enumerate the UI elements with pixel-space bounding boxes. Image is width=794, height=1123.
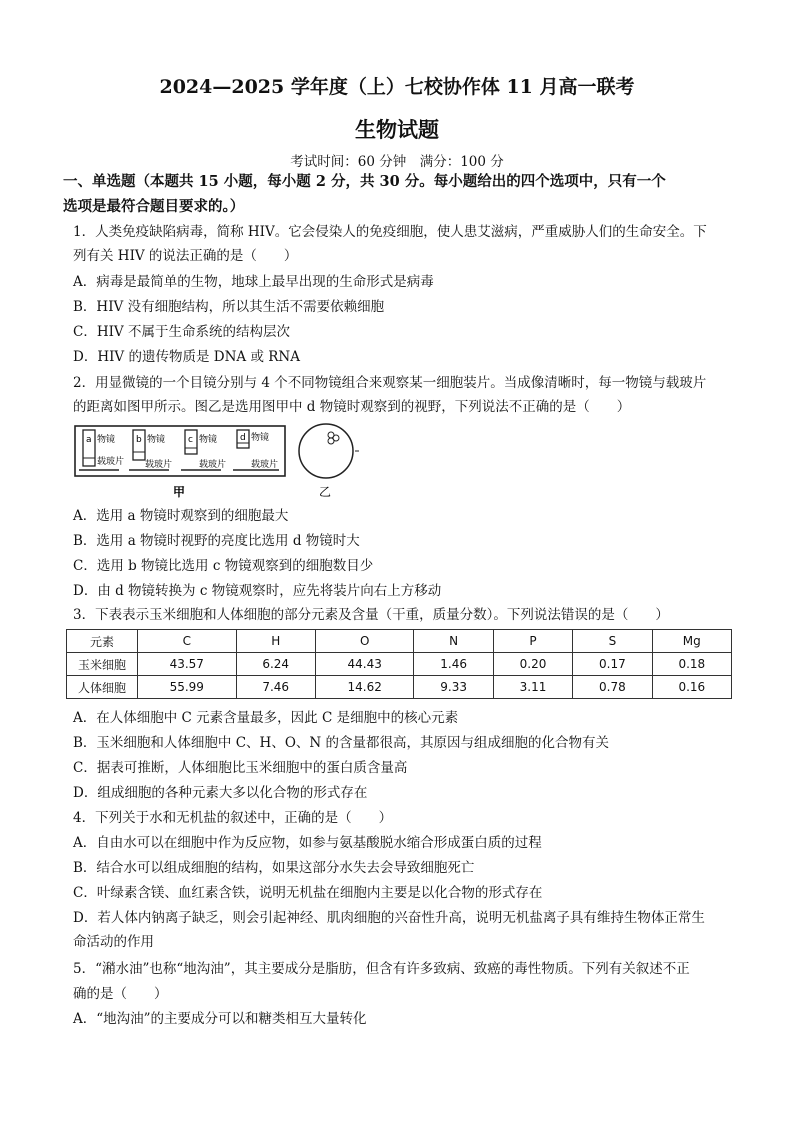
objective-label-b: 物镜 [147,435,166,445]
q4-option-d-line-1: D．若人体内钠离子缺乏，则会引起神经、肌肉细胞的兴奋性升高，说明无机盐离子具有维持生物体正常生 [73,910,705,926]
lens-label-d: d [240,433,246,443]
q2-option-a: A．选用 a 物镜时观察到的细胞最大 [73,508,289,524]
caption-jia: 甲 [173,485,186,499]
table-cell: 43.57 [138,653,237,676]
q1-option-c: C．HIV 不属于生命系统的结构层次 [73,324,290,340]
table-header-cell: O [315,630,414,653]
q1-option-d: D．HIV 的遗传物质是 DNA 或 RNA [73,349,300,365]
objective-label-c: 物镜 [199,435,218,445]
table-cell: 6.24 [236,653,315,676]
caption-yi: 乙 [319,485,332,499]
table-header-cell: Mg [652,630,731,653]
section-heading-line-2: 选项是最符合题目要求的。） [63,198,245,215]
table-header-cell: N [414,630,493,653]
q2-option-c: C．选用 b 物镜比选用 c 物镜观察到的细胞数目少 [73,558,374,574]
field-of-view [299,424,359,478]
q1-stem-line-1: 1．人类免疫缺陷病毒，简称 HIV。它会侵染人的免疫细胞，使人患艾滋病，严重威胁人们的生命安全。下 [73,224,707,240]
q4-option-d-line-2: 命活动的作用 [73,934,154,950]
table-header-cell: P [493,630,572,653]
section-heading [63,169,731,219]
objective-lens-b [129,430,172,470]
table-cell: 1.46 [414,653,493,676]
section-heading-line-1: 一、单选题（本题共 15 小题，每小题 2 分，共 30 分。每小题给出的四个选项中，只有一个 [63,173,666,190]
table-header-cell: 元素 [67,630,138,653]
objective-label-d: 物镜 [251,433,270,443]
exam-title: 2024—2025 学年度（上）七校协作体 11 月高一联考 [159,76,635,98]
q4-option-b: B．结合水可以组成细胞的结构，如果这部分水失去会导致细胞死亡 [73,860,475,876]
table-cell: 55.99 [138,676,237,699]
q2-option-d: D．由 d 物镜转换为 c 物镜观察时，应先将装片向右上方移动 [73,583,442,599]
q1-option-a: A．病毒是最简单的生物，地球上最早出现的生命形式是病毒 [73,274,434,290]
objective-label-a: 物镜 [97,435,116,445]
q2-stem-line-1: 2．用显微镜的一个目镜分别与 4 个不同物镜组合来观察某一细胞装片。当成像清晰时，每一物镜与载玻片 [73,375,707,391]
lens-label-c: c [188,435,193,445]
table-cell: 3.11 [493,676,572,699]
q1-stem-line-2: 列有关 HIV 的说法正确的是（ ） [73,248,298,264]
lens-label-b: b [136,435,142,445]
table-cell: 0.18 [652,653,731,676]
table-cell: 44.43 [315,653,414,676]
q3-stem: 3．下表表示玉米细胞和人体细胞的部分元素及含量（干重，质量分数）。下列说法错误的是（ ） [73,607,669,623]
table-cell: 7.46 [236,676,315,699]
table-header-cell: H [236,630,315,653]
q3-option-a: A．在人体细胞中 C 元素含量最多，因此 C 是细胞中的核心元素 [73,710,459,726]
table-header-row [67,630,732,653]
q2-option-b: B．选用 a 物镜时视野的亮度比选用 d 物镜时大 [73,533,360,549]
table-cell: 0.17 [573,653,652,676]
table-cell: 0.16 [652,676,731,699]
exam-info: 考试时间：60 分钟 满分：100 分 [290,154,504,170]
table-row [67,653,732,676]
q2-stem-line-2: 的距离如图甲所示。图乙是选用图甲中 d 物镜时观察到的视野，下列说法不正确的是（ ） [73,399,631,415]
table-cell: 0.20 [493,653,572,676]
table-cell: 0.78 [573,676,652,699]
element-table [66,629,732,699]
slide-label-a: 载玻片 [97,457,125,467]
table-cell: 14.62 [315,676,414,699]
table-cell: 玉米细胞 [67,653,138,676]
q5-stem-line-1: 5．“潲水油”也称“地沟油”，其主要成分是脂肪，但含有许多致病、致癌的毒性物质。下列有关叙述不正 [73,961,690,977]
table-row [67,676,732,699]
q3-option-d: D．组成细胞的各种元素大多以化合物的形式存在 [73,785,368,801]
lens-label-a: a [86,435,92,445]
exam-subtitle: 生物试题 [355,117,439,142]
q5-option-a: A．“地沟油”的主要成分可以和糖类相互大量转化 [73,1011,367,1027]
q5-stem-line-2: 确的是（ ） [73,986,168,1002]
objective-lens-a [79,430,124,470]
table-header-cell: C [138,630,237,653]
q4-stem: 4．下列关于水和无机盐的叙述中，正确的是（ ） [73,810,393,826]
table-header-cell: S [573,630,652,653]
objective-lens-c [181,430,226,470]
slide-label-b: 载玻片 [145,460,173,470]
table-cell: 人体细胞 [67,676,138,699]
slide-label-c: 载玻片 [199,460,227,470]
q3-option-c: C．据表可推断，人体细胞比玉米细胞中的蛋白质含量高 [73,760,408,776]
microscope-figure [73,418,373,500]
q4-option-c: C．叶绿素含镁、血红素含铁，说明无机盐在细胞内主要是以化合物的形式存在 [73,885,543,901]
table-cell: 9.33 [414,676,493,699]
objective-lens-d [233,430,279,470]
q3-option-b: B．玉米细胞和人体细胞中 C、H、O、N 的含量都很高，其原因与组成细胞的化合物有关 [73,735,609,751]
slide-label-d: 载玻片 [251,460,279,470]
q4-option-a: A．自由水可以在细胞中作为反应物，如参与氨基酸脱水缩合形成蛋白质的过程 [73,835,542,851]
q1-option-b: B．HIV 没有细胞结构，所以其生活不需要依赖细胞 [73,299,385,315]
